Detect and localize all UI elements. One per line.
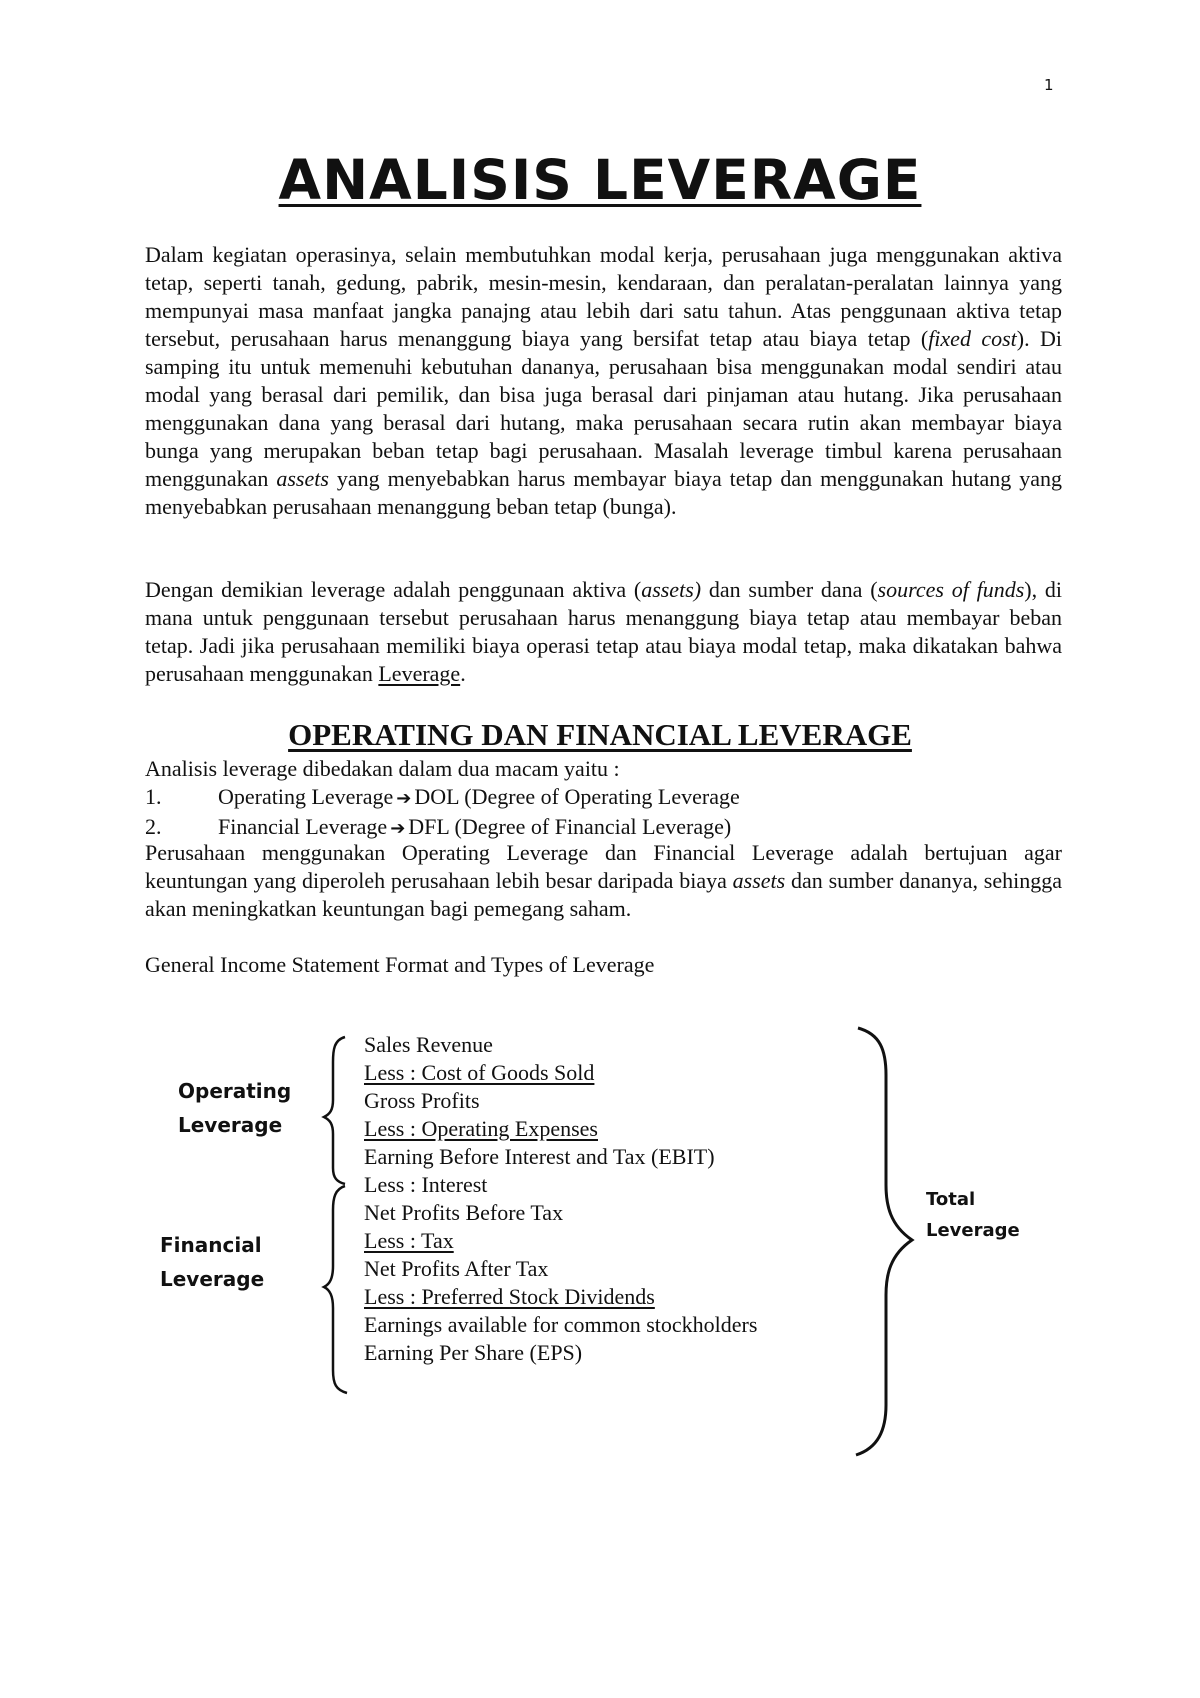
financial-brace <box>324 1186 347 1393</box>
operating-brace <box>324 1037 345 1184</box>
fixed-cost-term: fixed cost <box>928 326 1017 351</box>
list-desc: DOL (Degree of Operating Leverage <box>414 784 740 809</box>
income-statement-lines <box>364 1031 924 1367</box>
operating-leverage-label <box>178 1074 318 1142</box>
label-line: Financial <box>160 1233 262 1257</box>
paragraph-text: yang menyebabkan harus membayar biaya tetap dan menggunakan hutang yang menyebabkan perusahaan menanggung beban tetap (bunga). <box>145 466 1063 519</box>
statement-line: Less : Operating Expenses <box>364 1116 598 1141</box>
document-title: ANALISIS LEVERAGE <box>278 148 922 212</box>
statement-line: Gross Profits <box>364 1088 480 1113</box>
paragraph-text: Dalam kegiatan operasinya, selain membutuhkan modal kerja, perusahaan juga menggunakan aktiva tetap, seperti tanah, gedung, pabrik, mesin-mesin, kendaraan, dan peralatan-peralatan lainnya yang mempunyai masa manfaat jangka panajng atau lebih dari satu tahun. Atas penggunaan aktiva tetap tersebut, perusahaan harus menanggung biaya yang bersifat tetap atau biaya tetap ( <box>145 242 1062 351</box>
page-number: 1 <box>1044 76 1054 94</box>
arrow-right-icon: ➔ <box>396 788 412 809</box>
assets-term: assets) <box>641 577 702 602</box>
statement-line: Less : Interest <box>364 1172 488 1197</box>
assets-term: assets <box>732 868 786 893</box>
paragraph-purpose <box>145 839 1062 923</box>
list-desc: DFL (Degree of Financial Leverage) <box>408 814 732 839</box>
list-term: Operating Leverage <box>218 784 394 809</box>
paragraph-text: Dengan demikian leverage adalah penggunaan aktiva ( <box>145 577 642 602</box>
statement-line: Less : Preferred Stock Dividends <box>364 1284 655 1309</box>
paragraph-text: . <box>460 661 466 686</box>
label-line: Operating <box>178 1079 292 1103</box>
list-number: 2. <box>145 814 162 839</box>
section-heading: OPERATING DAN FINANCIAL LEVERAGE <box>288 717 912 752</box>
leverage-types-list <box>145 783 1062 843</box>
list-item <box>145 783 1062 813</box>
financial-leverage-label <box>160 1228 300 1296</box>
label-line: Total <box>926 1189 976 1210</box>
paragraph-leverage-definition <box>145 576 1062 688</box>
assets-term: assets <box>276 466 329 491</box>
paragraph-text: ). Di samping itu untuk memenuhi kebutuhan dananya, perusahaan bisa menggunakan modal sendiri atau modal yang berasal dari pemilik, dan bisa juga berasal dari pinjaman atau hutang. Jika perusahaan menggunakan dana yang berasal dari hutang, maka perusahaan secara rutin akan membayar biaya bunga yang merupakan beban tetap bagi perusahaan. Masalah leverage timbul karena perusahaan menggunakan <box>145 326 1062 491</box>
list-text <box>218 783 740 813</box>
sources-of-funds-term: sources of funds <box>877 577 1025 602</box>
paragraph-text: ), di mana untuk penggunaan tersebut perusahaan harus menanggung biaya tetap atau membayar beban tetap. Jadi jika perusahaan memiliki biaya operasi tetap atau biaya modal tetap, maka dikatakan bahwa perusahaan menggunakan <box>145 577 1062 686</box>
list-number: 1. <box>145 784 162 809</box>
statement-line: Less : Cost of Goods Sold <box>364 1060 595 1085</box>
statement-line: Earnings available for common stockholders <box>364 1312 758 1337</box>
statement-line: Earning Before Interest and Tax (EBIT) <box>364 1144 715 1169</box>
list-intro: Analisis leverage dibedakan dalam dua macam yaitu : <box>145 756 620 781</box>
diagram-caption: General Income Statement Format and Types of Leverage <box>145 952 655 977</box>
statement-line: Net Profits After Tax <box>364 1256 549 1281</box>
arrow-right-icon: ➔ <box>390 818 406 839</box>
label-line: Leverage <box>160 1267 265 1291</box>
statement-line: Earning Per Share (EPS) <box>364 1340 583 1365</box>
paragraph-text: dan sumber dananya, sehingga akan meningkatkan keuntungan bagi pemegang saham. <box>145 868 1062 921</box>
label-line: Leverage <box>926 1220 1020 1241</box>
paragraph-text: Perusahaan menggunakan Operating Leverage dan Financial Leverage adalah bertujuan agar keuntungan yang diperoleh perusahaan lebih besar daripada biaya <box>145 840 1062 893</box>
statement-line: Sales Revenue <box>364 1032 493 1057</box>
statement-line: Less : Tax <box>364 1228 454 1253</box>
label-line: Leverage <box>178 1113 283 1137</box>
paragraph-text: dan sumber dana ( <box>701 577 878 602</box>
list-term: Financial Leverage <box>218 814 388 839</box>
total-leverage-label <box>926 1184 1046 1246</box>
paragraph-intro-leverage <box>145 241 1062 521</box>
statement-line: Net Profits Before Tax <box>364 1200 564 1225</box>
leverage-term: Leverage <box>378 661 461 686</box>
